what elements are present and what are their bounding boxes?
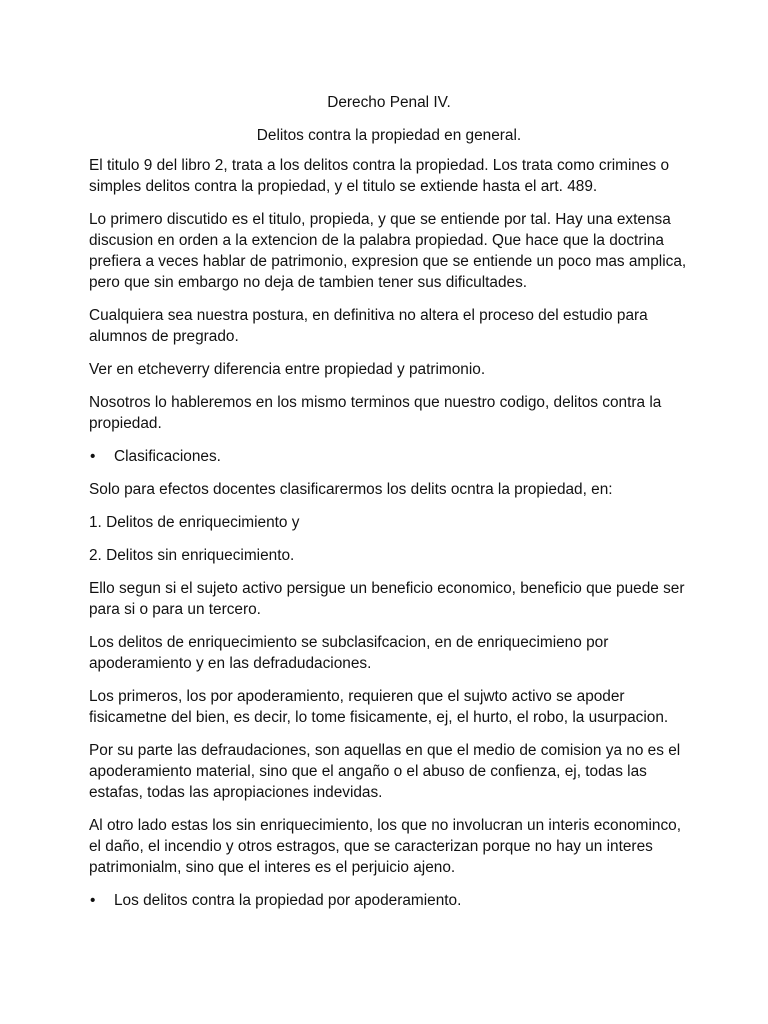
paragraph: Nosotros lo hableremos en los mismo terminos que nuestro codigo, delitos contra la propiedad.	[89, 394, 662, 432]
paragraph: Lo primero discutido es el titulo, propieda, y que se entiende por tal. Hay una extensa discusion en orden a la extencion de la palabra propiedad. Que hace que la doctrina prefiera a veces hablar de patrimonio, expresion que se entiende un poco mas amplica, pero que sin embargo no deja de tambien tener sus dificultades.	[89, 211, 687, 291]
paragraph: Cualquiera sea nuestra postura, en definitiva no altera el proceso del estudio para alumnos de pregrado.	[89, 307, 648, 345]
paragraph: Solo para efectos docentes clasificarermos los delits ocntra la propiedad, en:	[89, 481, 613, 498]
paragraph: Por su parte las defraudaciones, son aquellas en que el medio de comision ya no es el apoderamiento material, sino que el angaño o el abuso de confienza, ej, todas las estafas, todas las apropiaciones indevidas.	[89, 742, 681, 801]
bullet-item	[89, 890, 689, 911]
bullet-text: Los delitos contra la propiedad por apoderamiento.	[114, 892, 462, 909]
list-item: 1. Delitos de enriquecimiento y	[89, 514, 300, 531]
bullet-icon: •	[90, 448, 96, 465]
document-title: Derecho Penal IV.	[327, 94, 451, 111]
paragraph: Los primeros, los por apoderamiento, requieren que el sujwto activo se apoder fisicametne del bien, es decir, lo tome fisicamente, ej, el hurto, el robo, la usurpacion.	[89, 688, 669, 726]
paragraph: El titulo 9 del libro 2, trata a los delitos contra la propiedad. Los trata como crimines o simples delitos contra la propiedad, y el titulo se extiende hasta el art. 489.	[89, 157, 670, 195]
paragraph: Ver en etcheverry diferencia entre propiedad y patrimonio.	[89, 361, 486, 378]
document-page	[89, 92, 689, 923]
bullet-item	[89, 446, 689, 467]
list-item: 2. Delitos sin enriquecimiento.	[89, 547, 295, 564]
bullet-text: Clasificaciones.	[114, 448, 221, 465]
paragraph: Al otro lado estas los sin enriquecimiento, los que no involucran un interis econominco, el daño, el incendio y otros estragos, que se caracterizan porque no hay un interes patrimonialm, sino que el interes es el perjuicio ajeno.	[89, 817, 682, 876]
document-subtitle: Delitos contra la propiedad en general.	[256, 127, 522, 144]
paragraph: Ello segun si el sujeto activo persigue un beneficio economico, beneficio que puede ser para si o para un tercero.	[89, 580, 685, 618]
paragraph: Los delitos de enriquecimiento se subclasifcacion, en de enriquecimieno por apoderamiento y en las defradudaciones.	[89, 634, 609, 672]
bullet-icon: •	[90, 892, 96, 909]
